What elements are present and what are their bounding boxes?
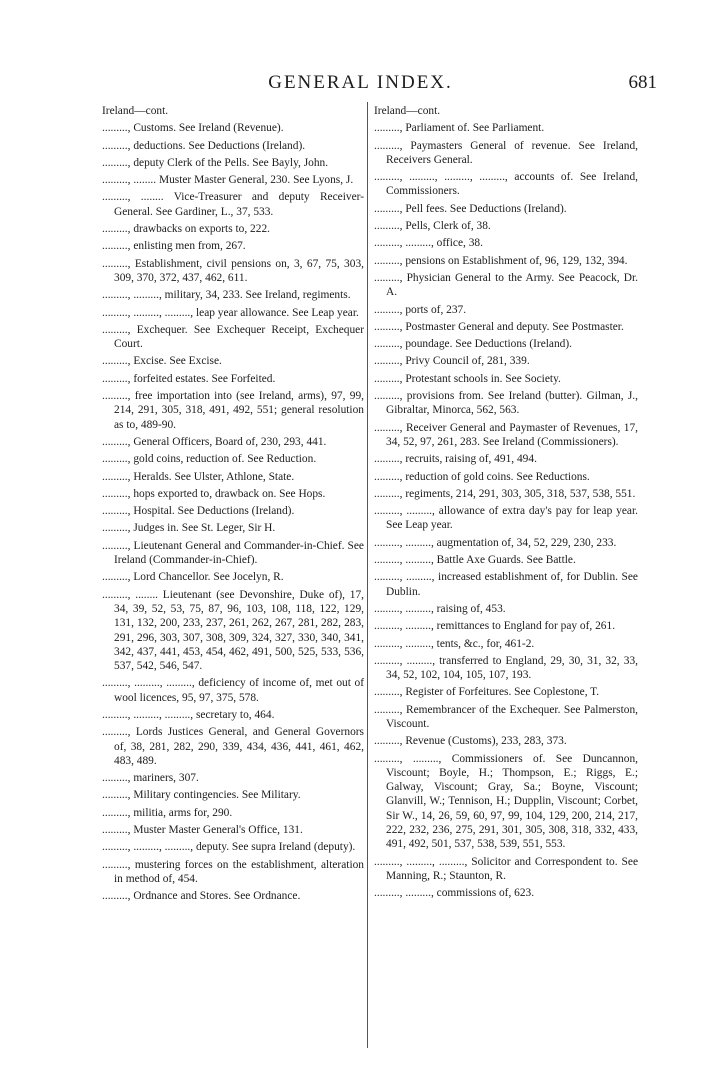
index-entry: ........., pensions on Establishment of, 96, 129, 132, 394. [374, 254, 628, 267]
index-entry: ........., ........., allowance of extra day's pay for leap year. See Leap year. [374, 505, 638, 532]
index-entry: ........., ports of, 237. [374, 303, 467, 316]
index-entry: ........., Customs. See Ireland (Revenue). [102, 122, 284, 135]
index-entry: ........., deductions. See Deductions (Ireland). [102, 139, 306, 152]
index-entry: ........., ........., Commissioners of. See Duncannon, Viscount; Boyle, H.; Thompson, E.; Riggs, E.; Galway, Viscount; Gray, Sa.; Boyne, Viscount; Glanvill, W.; Tennison, H.; Dupplin, Viscount; Corbet, Sir W., 14, 26, 59, 60, 97, 99, 104, 129, 200, 214, 217, 222, 232, 236, 275, 291, 301, 305, 308, 318, 332, 433, 491, 492, 501, 537, 538, 539, 551, 553. [374, 752, 638, 851]
index-entry: ........., ........ Vice-Treasurer and deputy Receiver-General. See Gardiner, L., 37, 533. [102, 191, 364, 218]
index-entry: ........., ........., transferred to England, 29, 30, 31, 32, 33, 34, 52, 102, 104, 105, 107, 193. [374, 654, 638, 682]
index-entry: ........., drawbacks on exports to, 222. [102, 223, 270, 236]
index-entry: ........., General Officers, Board of, 230, 293, 441. [102, 435, 327, 448]
index-entry: ........., Postmaster General and deputy. See Postmaster. [374, 320, 624, 333]
index-entry: ........., ........., Battle Axe Guards. See Battle. [374, 554, 576, 567]
index-entry: ........., Hospital. See Deductions (Ireland). [102, 505, 295, 518]
index-entry: ........., Lieutenant General and Commander-in-Chief. See Ireland (Commander-in-Chief). [102, 539, 364, 567]
index-entry: ........., ........., ........., deficiency of income of, met out of wool licences, 95, 97, 375, 578. [102, 677, 364, 704]
index-column-right [374, 104, 638, 904]
index-entry: ........., free importation into (see Ireland, arms), 97, 99, 214, 291, 305, 318, 491, 492, 551; general resolution as to, 489-90. [102, 390, 364, 431]
index-entry: ........., Receiver General and Paymaster of Revenues, 17, 34, 52, 97, 261, 283. See Ireland (Commissioners). [374, 421, 638, 448]
index-entry: ........., hops exported to, drawback on. See Hops. [102, 487, 326, 500]
index-entry: ........., Military contingencies. See Military. [102, 789, 301, 802]
index-entry: ........., ........., increased establishment of, for Dublin. See Dublin. [374, 571, 638, 598]
index-entry: ........., ........., ........., Solicitor and Correspondent to. See Manning, R.; Staunton, R. [374, 855, 638, 882]
index-column-left [102, 104, 364, 907]
index-entry: ........., Protestant schools in. See Society. [374, 372, 561, 385]
index-entry: ........., Muster Master General's Office, 131. [102, 824, 303, 837]
index-entry: ........., ........., office, 38. [374, 237, 483, 250]
index-entry: ........., ........., tents, &c., for, 461-2. [374, 637, 535, 650]
index-entry: ........., mariners, 307. [102, 772, 199, 785]
column-divider [367, 102, 368, 1048]
index-entry: ........., ........., ........., secretary to, 464. [102, 708, 275, 721]
index-entry: ........., ........., remittances to England for pay of, 261. [374, 620, 616, 633]
index-entry: ........., Parliament of. See Parliament. [374, 122, 545, 135]
index-entry: ........., Ordnance and Stores. See Ordnance. [102, 890, 301, 903]
index-entry: ........., ........ Lieutenant (see Devonshire, Duke of), 17, 34, 39, 52, 53, 75, 87, 96, 103, 108, 118, 122, 129, 131, 132, 200, 233, 237, 261, 262, 267, 281, 282, 283, 291, 296, 303, 307, 308, 309, 324, 327, 330, 340, 341, 342, 437, 441, 453, 454, 462, 491, 500, 525, 533, 536, 537, 542, 546, 547. [102, 588, 364, 673]
entry-list [374, 121, 638, 900]
index-entry: ........., ........., augmentation of, 34, 52, 229, 230, 233. [374, 536, 617, 549]
running-title: GENERAL INDEX. [268, 72, 453, 93]
index-entry: ........., Pells, Clerk of, 38. [374, 220, 491, 233]
index-entry: ........., Pell fees. See Deductions (Ireland). [374, 202, 567, 215]
index-entry: ........., Paymasters General of revenue. See Ireland, Receivers General. [374, 139, 638, 166]
index-entry: ........., recruits, raising of, 491, 494. [374, 453, 537, 466]
index-entry: ........., gold coins, reduction of. See Reduction. [102, 453, 317, 466]
index-entry: ........., regiments, 214, 291, 303, 305, 318, 537, 538, 551. [374, 487, 636, 500]
index-entry: ........., Lord Chancellor. See Jocelyn, R. [102, 571, 284, 584]
index-entry: ........., Remembrancer of the Exchequer. See Palmerston, Viscount. [374, 703, 638, 730]
index-entry: ........., poundage. See Deductions (Ireland). [374, 338, 573, 351]
index-entry: ........., Privy Council of, 281, 339. [374, 355, 530, 368]
column-heading: Ireland—cont. [374, 105, 441, 117]
index-entry: ........., Heralds. See Ulster, Athlone, State. [102, 470, 295, 483]
index-entry: ........., Register of Forfeitures. See Coplestone, T. [374, 686, 600, 699]
index-entry: ........., forfeited estates. See Forfeited. [102, 372, 276, 385]
index-entry: ........., ........., commissions of, 623. [374, 887, 535, 900]
index-entry: ........., deputy Clerk of the Pells. See Bayly, John. [102, 156, 329, 169]
index-entry: ........., Lords Justices General, and General Governors of, 38, 281, 282, 290, 339, 434, 436, 441, 461, 462, 483, 489. [102, 726, 364, 767]
index-entry: ........., enlisting men from, 267. [102, 240, 246, 253]
index-entry: ........., mustering forces on the establishment, alteration in method of, 454. [102, 858, 364, 885]
index-entry: ........., Exchequer. See Exchequer Receipt, Exchequer Court. [102, 323, 364, 351]
index-entry: ........., ........., ........., deputy. See supra Ireland (deputy). [102, 841, 356, 854]
column-heading: Ireland—cont. [102, 105, 169, 117]
index-entry: ........., ........., ........., ........., accounts of. See Ireland, Commissioners. [374, 171, 638, 198]
page-header [0, 72, 721, 100]
index-entry: ........., Excise. See Excise. [102, 355, 222, 368]
index-entry: ........., Judges in. See St. Leger, Sir H. [102, 522, 276, 535]
index-entry: ........., ........., military, 34, 233. See Ireland, regiments. [102, 289, 351, 302]
page-number: 681 [628, 72, 657, 93]
index-entry: ........., Physician General to the Army. See Peacock, Dr. A. [374, 271, 638, 299]
index-entry: ........., provisions from. See Ireland (butter). Gilman, J., Gibraltar, Minorca, 562, 563. [374, 390, 638, 417]
index-entry: ........., Establishment, civil pensions on, 3, 67, 75, 303, 309, 370, 372, 437, 462, 611. [102, 257, 364, 284]
index-entry: ........., ........., raising of, 453. [374, 602, 506, 615]
index-entry: ........., Revenue (Customs), 233, 283, 373. [374, 735, 567, 748]
index-entry: ........., ........ Muster Master General, 230. See Lyons, J. [102, 174, 354, 187]
index-entry: ........., militia, arms for, 290. [102, 806, 233, 819]
index-entry: ........., ........., ........., leap year allowance. See Leap year. [102, 306, 359, 319]
index-entry: ........., reduction of gold coins. See Reductions. [374, 470, 590, 483]
entry-list [102, 121, 364, 903]
